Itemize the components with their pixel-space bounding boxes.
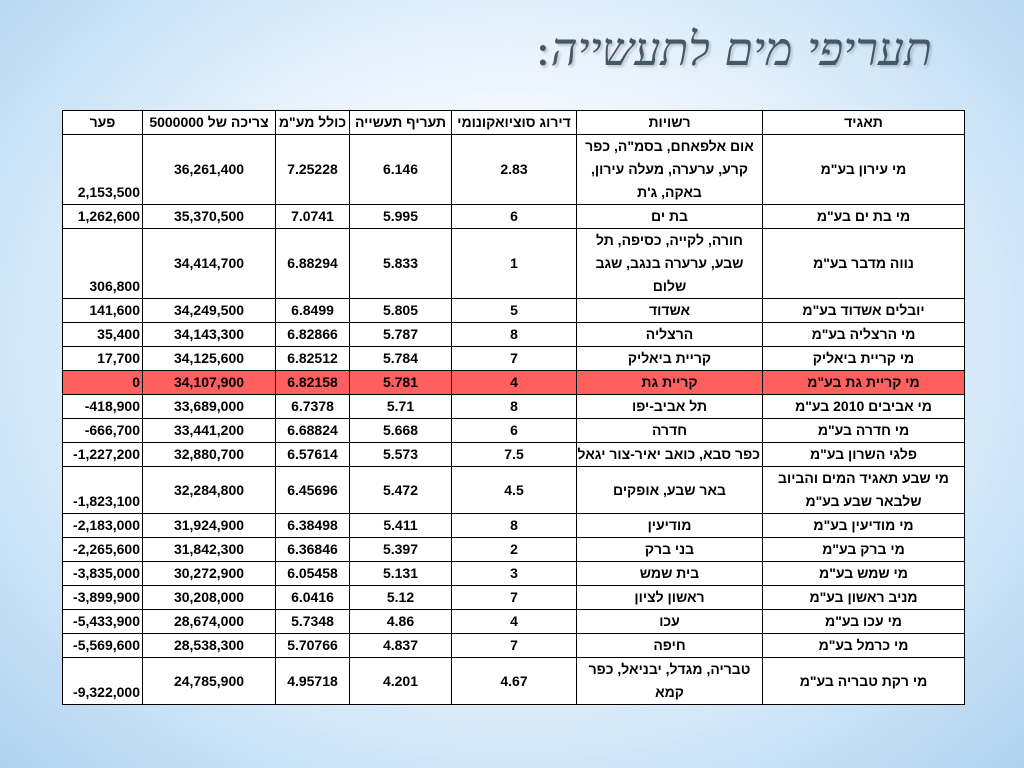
cell-authorities: חיפה: [577, 634, 763, 658]
cell-consumption: 24,785,900: [143, 658, 276, 705]
cell-supplier: מי עכו בע"מ: [763, 610, 965, 634]
cell-incl-vat: 6.82512: [276, 347, 350, 371]
cell-socio: 5: [452, 299, 577, 323]
header-gap: פער: [63, 111, 143, 135]
cell-tariff: 5.995: [350, 205, 452, 229]
cell-consumption: 34,249,500: [143, 299, 276, 323]
cell-socio: 2: [452, 538, 577, 562]
cell-tariff: 5.71: [350, 395, 452, 419]
cell-incl-vat: 4.95718: [276, 658, 350, 705]
cell-incl-vat: 6.68824: [276, 419, 350, 443]
cell-supplier: מניב ראשון בע"מ: [763, 586, 965, 610]
cell-tariff: 5.573: [350, 443, 452, 467]
cell-consumption: 30,272,900: [143, 562, 276, 586]
cell-supplier: מי מודיעין בע"מ: [763, 514, 965, 538]
cell-tariff: 4.837: [350, 634, 452, 658]
cell-consumption: 34,143,300: [143, 323, 276, 347]
cell-socio: 8: [452, 323, 577, 347]
table-row: [63, 514, 965, 538]
cell-tariff: 5.805: [350, 299, 452, 323]
cell-incl-vat: 6.36846: [276, 538, 350, 562]
table-row: [63, 347, 965, 371]
header-socio: דירוג סוציואקונומי: [452, 111, 577, 135]
cell-consumption: 33,441,200: [143, 419, 276, 443]
cell-tariff: 5.668: [350, 419, 452, 443]
cell-gap: -2,265,600: [63, 538, 143, 562]
cell-gap: 0: [63, 371, 143, 395]
cell-gap: -5,433,900: [63, 610, 143, 634]
cell-gap: 35,400: [63, 323, 143, 347]
cell-socio: 7: [452, 347, 577, 371]
table-row: [63, 467, 965, 514]
cell-socio: 6: [452, 205, 577, 229]
cell-authorities: כפר סבא, כואב יאיר-צור יגאל: [577, 443, 763, 467]
cell-authorities: חורה, לקייה, כסיפה, תל שבע, ערערה בנגב, שגב שלום: [577, 229, 763, 299]
cell-gap: 2,153,500: [63, 135, 143, 205]
cell-consumption: 31,924,900: [143, 514, 276, 538]
table-row: [63, 634, 965, 658]
table-row: [63, 610, 965, 634]
cell-socio: 6: [452, 419, 577, 443]
cell-authorities: אשדוד: [577, 299, 763, 323]
table-row: [63, 371, 965, 395]
cell-supplier: פלגי השרון בע"מ: [763, 443, 965, 467]
cell-socio: 4: [452, 610, 577, 634]
cell-incl-vat: 6.82158: [276, 371, 350, 395]
cell-authorities: בית שמש: [577, 562, 763, 586]
cell-gap: -2,183,000: [63, 514, 143, 538]
cell-tariff: 5.411: [350, 514, 452, 538]
table-row: [63, 205, 965, 229]
cell-incl-vat: 7.0741: [276, 205, 350, 229]
cell-socio: 8: [452, 395, 577, 419]
cell-gap: -5,569,600: [63, 634, 143, 658]
cell-supplier: מי חדרה בע"מ: [763, 419, 965, 443]
cell-consumption: 34,107,900: [143, 371, 276, 395]
table-row: [63, 562, 965, 586]
cell-incl-vat: 6.57614: [276, 443, 350, 467]
cell-supplier: נווה מדבר בע"מ: [763, 229, 965, 299]
cell-consumption: 34,414,700: [143, 229, 276, 299]
cell-supplier: מי קריית ביאליק: [763, 347, 965, 371]
slide-title: תעריפי מים לתעשייה:: [535, 22, 932, 76]
cell-authorities: מודיעין: [577, 514, 763, 538]
cell-incl-vat: 6.88294: [276, 229, 350, 299]
header-consumption: צריכה של 5000000: [143, 111, 276, 135]
cell-tariff: 5.833: [350, 229, 452, 299]
cell-incl-vat: 6.45696: [276, 467, 350, 514]
cell-socio: 7.5: [452, 443, 577, 467]
cell-socio: 1: [452, 229, 577, 299]
cell-authorities: קריית ביאליק: [577, 347, 763, 371]
cell-supplier: מי שבע תאגיד המים והביוב שלבאר שבע בע"מ: [763, 467, 965, 514]
cell-incl-vat: 7.25228: [276, 135, 350, 205]
cell-tariff: 5.784: [350, 347, 452, 371]
table-row: [63, 658, 965, 705]
cell-supplier: מי הרצליה בע"מ: [763, 323, 965, 347]
cell-consumption: 32,284,800: [143, 467, 276, 514]
cell-authorities: ראשון לציון: [577, 586, 763, 610]
cell-tariff: 4.86: [350, 610, 452, 634]
cell-tariff: 5.131: [350, 562, 452, 586]
cell-tariff: 4.201: [350, 658, 452, 705]
cell-socio: 3: [452, 562, 577, 586]
cell-socio: 4.5: [452, 467, 577, 514]
cell-tariff: 6.146: [350, 135, 452, 205]
cell-supplier: מי שמש בע"מ: [763, 562, 965, 586]
cell-consumption: 35,370,500: [143, 205, 276, 229]
cell-gap: 141,600: [63, 299, 143, 323]
cell-incl-vat: 6.8499: [276, 299, 350, 323]
cell-authorities: תל אביב-יפו: [577, 395, 763, 419]
cell-tariff: 5.397: [350, 538, 452, 562]
cell-authorities: אום אלפאחם, בסמ"ה, כפר קרע, ערערה, מעלה עירון, באקה, ג'ת: [577, 135, 763, 205]
header-authorities: רשויות: [577, 111, 763, 135]
cell-supplier: מי אביבים 2010 בע"מ: [763, 395, 965, 419]
cell-supplier: מי ברק בע"מ: [763, 538, 965, 562]
cell-supplier: מי בת ים בע"מ: [763, 205, 965, 229]
cell-tariff: 5.472: [350, 467, 452, 514]
cell-socio: 4: [452, 371, 577, 395]
cell-gap: -666,700: [63, 419, 143, 443]
cell-authorities: הרצליה: [577, 323, 763, 347]
header-tariff: תעריף תעשייה: [350, 111, 452, 135]
table-row: [63, 323, 965, 347]
cell-gap: -1,227,200: [63, 443, 143, 467]
cell-incl-vat: 6.05458: [276, 562, 350, 586]
cell-consumption: 36,261,400: [143, 135, 276, 205]
cell-supplier: מי עירון בע"מ: [763, 135, 965, 205]
cell-gap: -9,322,000: [63, 658, 143, 705]
cell-gap: -3,835,000: [63, 562, 143, 586]
header-incl-vat: כולל מע"מ: [276, 111, 350, 135]
cell-authorities: באר שבע, אופקים: [577, 467, 763, 514]
cell-authorities: עכו: [577, 610, 763, 634]
cell-supplier: מי רקת טבריה בע"מ: [763, 658, 965, 705]
cell-incl-vat: 6.0416: [276, 586, 350, 610]
table-row: [63, 229, 965, 299]
cell-consumption: 28,674,000: [143, 610, 276, 634]
table-header-row: [63, 111, 965, 135]
cell-consumption: 30,208,000: [143, 586, 276, 610]
cell-authorities: בני ברק: [577, 538, 763, 562]
cell-incl-vat: 6.82866: [276, 323, 350, 347]
cell-gap: 17,700: [63, 347, 143, 371]
cell-tariff: 5.787: [350, 323, 452, 347]
cell-consumption: 34,125,600: [143, 347, 276, 371]
cell-authorities: חדרה: [577, 419, 763, 443]
water-tariffs-table: [62, 110, 965, 705]
table-row: [63, 538, 965, 562]
cell-gap: -3,899,900: [63, 586, 143, 610]
cell-authorities: קריית גת: [577, 371, 763, 395]
cell-supplier: מי כרמל בע"מ: [763, 634, 965, 658]
cell-supplier: יובלים אשדוד בע"מ: [763, 299, 965, 323]
cell-consumption: 28,538,300: [143, 634, 276, 658]
cell-authorities: טבריה, מגדל, יבניאל, כפר קמא: [577, 658, 763, 705]
cell-socio: 2.83: [452, 135, 577, 205]
cell-consumption: 31,842,300: [143, 538, 276, 562]
cell-gap: -1,823,100: [63, 467, 143, 514]
cell-incl-vat: 6.38498: [276, 514, 350, 538]
table-row: [63, 586, 965, 610]
table-row: [63, 395, 965, 419]
cell-gap: 1,262,600: [63, 205, 143, 229]
cell-consumption: 33,689,000: [143, 395, 276, 419]
cell-incl-vat: 5.7348: [276, 610, 350, 634]
cell-socio: 4.67: [452, 658, 577, 705]
table-row: [63, 419, 965, 443]
cell-socio: 7: [452, 586, 577, 610]
cell-authorities: בת ים: [577, 205, 763, 229]
cell-gap: -418,900: [63, 395, 143, 419]
cell-gap: 306,800: [63, 229, 143, 299]
cell-socio: 8: [452, 514, 577, 538]
cell-incl-vat: 6.7378: [276, 395, 350, 419]
table-row: [63, 135, 965, 205]
cell-supplier: מי קריית גת בע"מ: [763, 371, 965, 395]
cell-socio: 7: [452, 634, 577, 658]
table-row: [63, 299, 965, 323]
cell-consumption: 32,880,700: [143, 443, 276, 467]
cell-tariff: 5.12: [350, 586, 452, 610]
table-row: [63, 443, 965, 467]
cell-tariff: 5.781: [350, 371, 452, 395]
cell-incl-vat: 5.70766: [276, 634, 350, 658]
header-supplier: תאגיד: [763, 111, 965, 135]
